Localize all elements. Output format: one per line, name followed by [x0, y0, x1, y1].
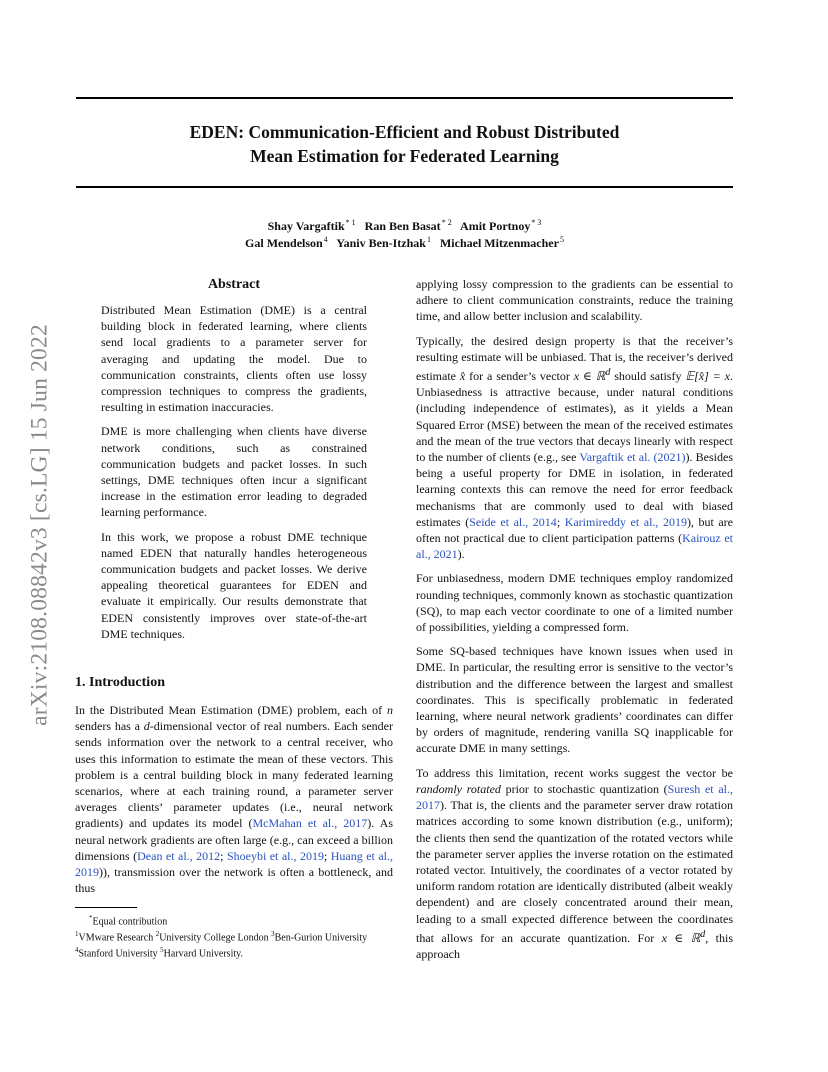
citation-link[interactable]: Karimireddy et al., 2019: [564, 514, 687, 529]
abstract-paragraph: Distributed Mean Estimation (DME) is a central building block in federated learning, where clients send local gradients to a parameter server for averaging and updating the model. Due to communication constraints, clients often use lossy compression techniques to compress the gradients, resulting in estimation inaccuracies.: [101, 303, 367, 415]
footnotes: [75, 912, 393, 961]
paper-title-line-1: EDEN: Communication-Efficient and Robust Distributed: [189, 122, 620, 142]
citation-link[interactable]: McMahan et al., 2017: [252, 816, 368, 831]
body-paragraph: applying lossy compression to the gradients can be essential to adhere to client communication constraints, reduce the training time, and allow better inclusion and scalability.: [416, 277, 733, 324]
author-name: Michael Mitzenmacher: [439, 236, 559, 250]
author-name: Gal Mendelson: [245, 236, 323, 250]
footnote-affiliations: $^1$VMware Research $^2$University College London $^3$Ben-Gurion University $^4$Stanford University $^5$Harvard University.: [75, 929, 368, 960]
abstract-heading: Abstract: [207, 277, 261, 292]
footnote-equal-contribution: *Equal contribution: [89, 913, 168, 927]
section-heading-introduction: 1. Introduction: [75, 675, 165, 691]
author-name: Amit Portnoy: [460, 219, 531, 233]
author-name: Yaniv Ben-Itzhak: [336, 236, 426, 250]
abstract-paragraph: In this work, we propose a robust DME technique named EDEN that naturally handles heterogeneous communication budgets and packet losses. We derive appealing theoretical guarantees for EDEN and evaluate it empirically. Our results demonstrate that EDEN consistently improves over state-of-the-art DME techniques.: [101, 529, 367, 641]
author-name: Ran Ben Basat: [364, 219, 441, 233]
author-mark: 4: [323, 235, 328, 244]
paper-title-line-2: Mean Estimation for Federated Learning: [250, 146, 559, 166]
footnote-rule: [75, 907, 137, 908]
author-mark: 5: [559, 235, 564, 244]
citation-link[interactable]: Vargaftik et al. (2021): [579, 450, 686, 465]
right-column: [416, 276, 733, 970]
intro-paragraph: In the Distributed Mean Estimation (DME) problem, each of n senders has a d-dimensional vector of real numbers. Each sender sends information over the network to a central receiver, who uses this information to estimate the mean of these vectors. This problem is a central building block in many federated learning scenarios, where at each training round, a parameter server averages clients’ parameter updates (i.e., neural network gradients) and updates its model (McMahan et al., 2017). As neural network gradients are often large (e.g., can exceed a billion dimensions (Dean et al., 2012; Shoeybi et al., 2019; Huang et al., 2019)), transmission over the network is often a bottleneck, and thus: [75, 703, 394, 896]
left-column: [75, 276, 393, 960]
body-paragraph: Some SQ-based techniques have known issues when used in DME. In particular, the resulting error is sensitive to the vector’s distribution and the difference between the largest and smallest coordinates. This is specifically problematic in federated learning, where neural network gradients’ coordinates can differ by orders of magnitude, rendering vanilla SQ inapplicable for accurate DME in many settings.: [416, 644, 733, 756]
top-rule: [76, 97, 733, 99]
body-paragraph: For unbiasedness, modern DME techniques employ randomized rounding techniques, commonly known as stochastic quantization (SQ), to map each vector coordinate to one of a limited number of possibilities, yielding a compressed form.: [416, 571, 733, 635]
author-mark: * 2: [441, 218, 452, 227]
arxiv-stamp: [25, 290, 55, 760]
citation-link[interactable]: Dean et al., 2012: [137, 848, 221, 863]
authors-line-2: [76, 231, 733, 252]
author-mark: * 1: [345, 218, 356, 227]
abstract: [75, 302, 393, 642]
arxiv-id[interactable]: arXiv:2108.08842v3 [cs.LG] 15 Jun 2022: [26, 324, 53, 726]
citation-link[interactable]: Huang et al., 2019: [75, 848, 393, 880]
body-paragraph: Typically, the desired design property is that the receiver’s resulting estimate will be unbiased. That is, the receiver’s derived estimate x̂ for a sender’s vector x ∈ ℝ$^d$ should satisfy 𝔼[x̂] = x. Unbiasedness is attractive because, under natural conditions (including independence of estimates), as it yields a Mean Squared Error (MSE) between the mean of the received estimates and the mean of the true vectors that decays linearly with respect to the number of clients (e.g., see Vargaftik et al. (2021)). Besides being a useful property for DME in isolation, in federated learning contexts this can remove the need for error feedback mechanisms that are commonly used to deal with biased estimates (Seide et al., 2014; Karimireddy et al., 2019), but are often not practical due to client participation patterns (Kairouz et al., 2021).: [416, 333, 734, 562]
citation-link[interactable]: Kairouz et al., 2021: [416, 531, 734, 562]
author-name: Shay Vargaftik: [267, 219, 345, 233]
author-mark: * 3: [531, 218, 542, 227]
abstract-paragraph: DME is more challenging when clients have diverse network conditions, such as constrained communication budgets and packet losses. In such settings, DME techniques often incur a significant increase in the estimation error leading to degraded learning performance.: [101, 424, 367, 520]
citation-link[interactable]: Suresh et al., 2017: [416, 781, 733, 813]
bottom-rule: [76, 186, 733, 188]
body-paragraph: To address this limitation, recent works suggest the vector be randomly rotated prior to stochastic quantization (Suresh et al., 2017). That is, the clients and the parameter server draw rotation matrices according to some known distribution (e.g., uniform); the clients then send the quantization of the rotated vectors while the parameter server applies the inverse rotation on the estimated rotated vector. Intuitively, the coordinates of a vector rotated by uniform random rotation are identically distributed (albeit weakly dependent) and are closely concentrated around their mean, leading to a small expected difference between the coordinates that allows for an accurate quantization. For x ∈ ℝ$^d$, this approach: [416, 765, 734, 961]
citation-link[interactable]: Seide et al., 2014: [469, 514, 557, 529]
citation-link[interactable]: Shoeybi et al., 2019: [226, 848, 324, 863]
author-mark: 1: [426, 235, 431, 244]
